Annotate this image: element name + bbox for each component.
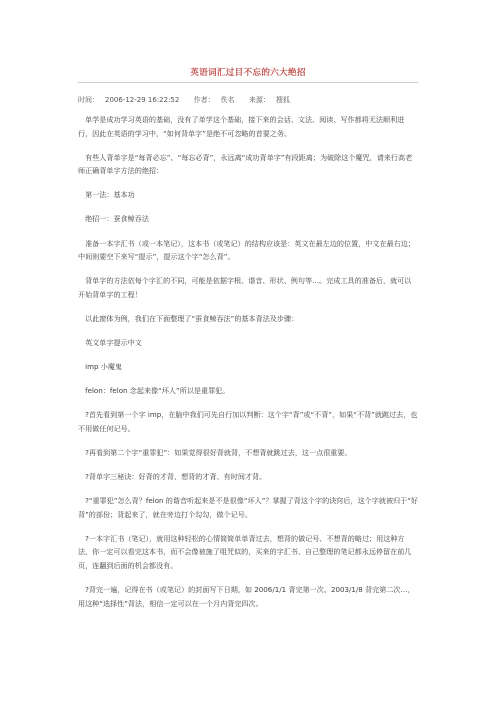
- meta-source-label: 来源：: [248, 96, 270, 104]
- paragraph: ?“重罪犯”怎么背？felon 的谐音听起来是不是很像“坏人”？掌握了背这个字的诀窍后，这个字就被归于“好背”的部份；背起来了，就在旁边打个勾勾，做个记号。: [78, 496, 418, 519]
- meta-source-value: 搜狐: [275, 96, 290, 104]
- meta-source: [249, 96, 296, 104]
- paragraph: 背单字的方法依每个字汇的不同，可能是依据字根、谐音、形状、例句等…。完成工具的准备后，就可以开始背单字的工程！: [78, 276, 412, 299]
- paragraph: 绝招一：蚕食鲸吞法: [78, 214, 149, 224]
- meta-time-value: 2006-12-29 16:22:52: [105, 96, 180, 104]
- meta-author-label: 作者：: [193, 96, 215, 104]
- meta-time-label: 时间：: [78, 96, 99, 104]
- paragraph: 英文单字提示中文: [78, 338, 142, 348]
- meta-time: [78, 96, 185, 104]
- meta-author: [194, 96, 241, 104]
- paragraph: 有些人背单字是“每背必忘”、“每忘必背”，永远离“成功背单字”有段距离；为破除这个魔咒，请来行高老师正确背单字方法的绝招：: [78, 152, 413, 176]
- paragraph: 第一法：基本功: [78, 190, 135, 200]
- paragraph: 以此窗体为例，我们在下面整理了“蚕食鲸吞法”的基本背法及步骤：: [78, 313, 299, 323]
- paragraph: ?首先看到第一个字 imp，在脑中我们可先自行加以判断：这个字“背”或“不背”，如果“不背”就跳过去，也不用做任何记号。: [78, 410, 418, 433]
- paragraph: ?再看到第二个字“重罪犯”：如果觉得很好背就背，不想背就跳过去，这一点很重要。: [78, 448, 352, 457]
- title-divider: [78, 82, 418, 83]
- article-title: 英语词汇过目不忘的六大绝招: [190, 68, 306, 78]
- paragraph: 准备一本字汇书（或一本笔记），这本书（或笔记）的结构应该是：英文在最左边的位置，中文在最右边；中间则要空下来写“提示”，提示这个字“怎么背”。: [78, 238, 415, 262]
- article-body: [78, 113, 418, 621]
- paragraph: ?一本字汇书（笔记），就用这种轻松的心情简简单单背过去，想背的做记号、不想背的略过；用这种方法，你一定可以看完这本书，而不会像被施了咀咒似的，买来的字汇书、自己整理的笔记都永远停留在前几页，连翻到后面的机会都没有。: [78, 533, 412, 571]
- paragraph: ?背完一遍，记得在书（或笔记）的封面写下日期，如 2006/1/1 背完第一次、2003/1/8 背完第二次…，用这种“选择性”背法，相信一定可以在一个月内背完四次。: [78, 585, 415, 608]
- paragraph: felon：felon 念起来像“坏人”所以是重罪犯。: [78, 386, 230, 396]
- article-meta: [78, 95, 302, 105]
- paragraph: ?背单字三秘诀：好背的才背、想背的才背、有时间才背。: [78, 472, 267, 482]
- meta-author-value: 佚名: [220, 96, 235, 104]
- paragraph: 单学是成功学习英语的基础，没有了单学这个基础，接下来的会话、文法、阅读、写作都将无法顺利进行，因此在英语的学习中，“如何背单字”是绝不可忽略的首要之务。: [78, 115, 405, 138]
- paragraph: imp 小魔鬼: [78, 362, 123, 372]
